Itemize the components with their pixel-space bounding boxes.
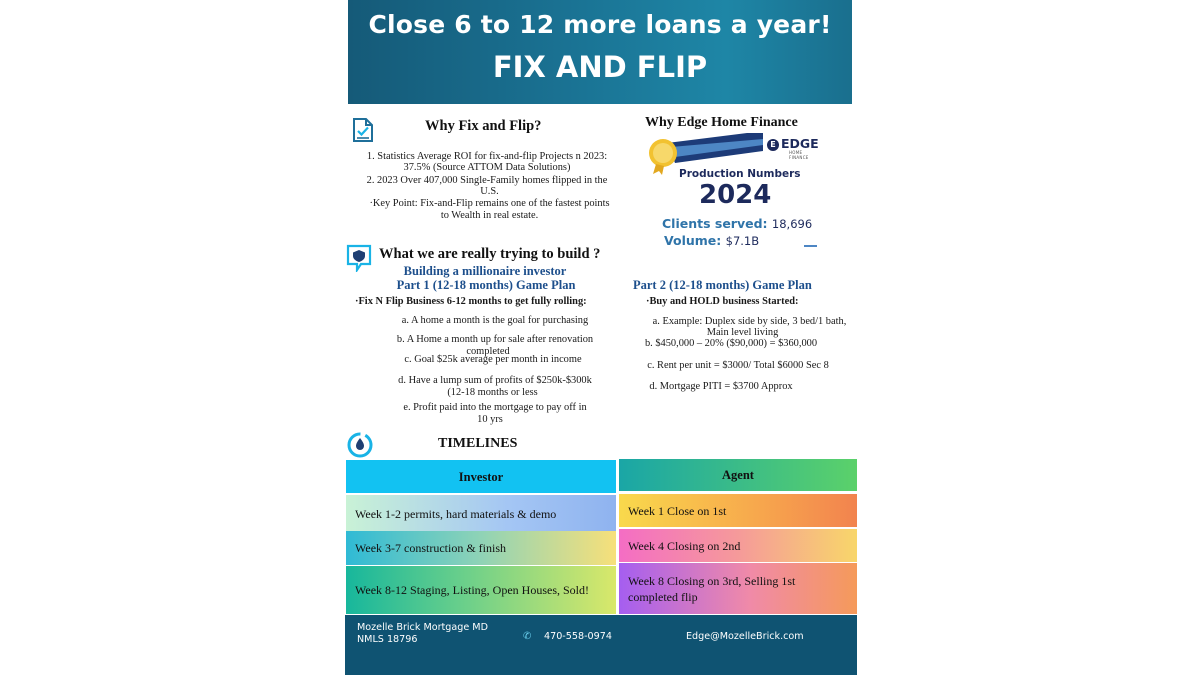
footer-name-line1: Mozelle Brick Mortgage MD bbox=[357, 622, 488, 633]
agent-row-3: Week 8 Closing on 3rd, Selling 1st completed flip bbox=[619, 563, 857, 614]
timelines-heading: TIMELINES bbox=[438, 436, 518, 451]
footer bbox=[345, 615, 857, 675]
part1-item-e-line2: 10 yrs bbox=[477, 414, 503, 425]
edge-logo: E EDGE bbox=[767, 136, 819, 151]
part1-item-d-line1: d. Have a lump sum of profits of $250k-$300k bbox=[398, 375, 592, 386]
part1-item-d-line2: (12-18 months or less bbox=[447, 387, 538, 398]
volume bbox=[664, 233, 759, 248]
part2-item-a-line1: a. Example: Duplex side by side, 3 bed/1 bath, bbox=[652, 316, 847, 327]
footer-phone[interactable]: 470-558-0974 bbox=[544, 631, 612, 642]
production-graphic bbox=[645, 133, 820, 251]
phone-icon: ✆ bbox=[523, 631, 532, 642]
agent-header: Agent bbox=[619, 459, 857, 491]
accent-stripe bbox=[804, 245, 817, 247]
banner-title: FIX AND FLIP bbox=[492, 50, 708, 84]
why-fix-keypoint-line2: to Wealth in real estate. bbox=[440, 210, 539, 221]
footer-email[interactable]: Edge@MozelleBrick.com bbox=[686, 631, 804, 642]
clients-served bbox=[662, 216, 812, 231]
part1-item-b-line1: b. A Home a month up for sale after renovation bbox=[396, 334, 594, 345]
part2-title: Part 2 (12-18 months) Game Plan bbox=[633, 278, 812, 292]
investor-row-1: Week 1-2 permits, hard materials & demo bbox=[346, 495, 616, 532]
investor-row-2: Week 3-7 construction & finish bbox=[346, 531, 616, 565]
volume-value: $7.1B bbox=[725, 234, 760, 248]
checklist-document-icon bbox=[352, 117, 374, 143]
part2-item-c: c. Rent per unit = $3000/ Total $6000 Sec 8 bbox=[647, 360, 829, 371]
edge-logo-subtitle: HOME FINANCE bbox=[789, 150, 809, 160]
timer-icon bbox=[346, 431, 374, 459]
part1-item-a: a. A home a month is the goal for purchasing bbox=[401, 315, 589, 326]
why-fix-keypoint-line1: ·Key Point: Fix-and-Flip remains one of the fastest points bbox=[369, 198, 610, 209]
part1-item-c: c. Goal $25k average per month in income bbox=[404, 354, 582, 365]
clients-served-label: Clients served: bbox=[662, 216, 768, 231]
agent-row-2: Week 4 Closing on 2nd bbox=[619, 529, 857, 562]
clients-served-value: 18,696 bbox=[771, 217, 813, 231]
why-fix-item1-line2: 37.5% (Source ATTOM Data Solutions) bbox=[403, 162, 571, 173]
part2-lead: ·Buy and HOLD business Started: bbox=[646, 296, 799, 307]
part2-item-a-line2: Main level living bbox=[706, 327, 779, 338]
header-banner bbox=[348, 0, 852, 104]
part1-title: Part 1 (12-18 months) Game Plan bbox=[396, 278, 576, 292]
investor-row-3: Week 8-12 Staging, Listing, Open Houses, Sold! bbox=[346, 566, 616, 614]
agent-row-1: Week 1 Close on 1st bbox=[619, 494, 857, 527]
flyer-page bbox=[345, 0, 857, 675]
build-heading: What we are really trying to build ? bbox=[379, 246, 601, 262]
production-year: 2024 bbox=[699, 180, 772, 210]
footer-nmls: NMLS 18796 bbox=[357, 633, 418, 645]
part1-item-e-line1: e. Profit paid into the mortgage to pay off in bbox=[403, 402, 587, 413]
build-subheading: Building a millionaire investor bbox=[403, 264, 567, 278]
why-fix-item2-line1: 2. 2023 Over 407,000 Single-Family homes flipped in the bbox=[366, 175, 608, 186]
investor-header: Investor bbox=[346, 460, 616, 493]
why-fix-item2-line2: U.S. bbox=[480, 186, 499, 197]
part1-lead: ·Fix N Flip Business 6-12 months to get fully rolling: bbox=[355, 296, 587, 307]
why-fix-heading: Why Fix and Flip? bbox=[425, 118, 542, 134]
part2-item-d: d. Mortgage PITI = $3700 Approx bbox=[649, 381, 793, 392]
production-label: Production Numbers bbox=[679, 168, 801, 180]
footer-contact-name bbox=[357, 622, 488, 645]
why-fix-item1-line1: 1. Statistics Average ROI for fix-and-flip Projects n 2023: bbox=[366, 151, 608, 162]
part2-item-b: b. $450,000 – 20% ($90,000) = $360,000 bbox=[644, 338, 818, 349]
part1-item-b-line2: completed bbox=[466, 346, 510, 357]
why-edge-heading: Why Edge Home Finance bbox=[645, 115, 798, 130]
banner-headline: Close 6 to 12 more loans a year! bbox=[368, 10, 832, 39]
volume-label: Volume: bbox=[664, 233, 722, 248]
